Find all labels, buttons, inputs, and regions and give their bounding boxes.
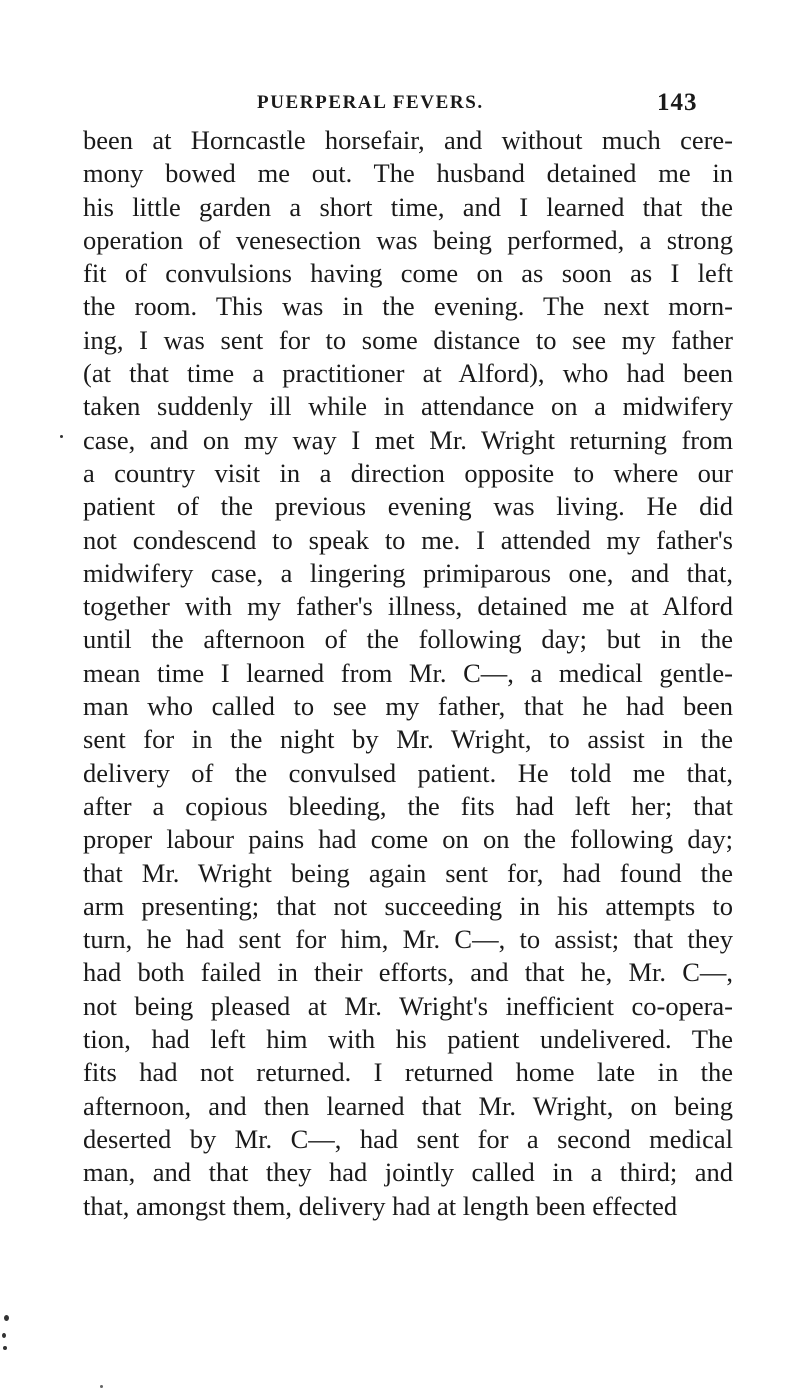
running-header — [0, 89, 800, 122]
margin-speck — [2, 1333, 6, 1338]
text-line: arm presenting; that not succeeding in his attempts to — [83, 890, 733, 921]
text-line: together with my father's illness, detained me at Alford — [83, 591, 733, 622]
text-line: afternoon, and then learned that Mr. Wright, on being — [83, 1090, 733, 1121]
margin-speck — [60, 435, 63, 438]
text-line: not being pleased at Mr. Wright's inefficient co-opera- — [83, 990, 733, 1021]
text-line: that, amongst them, delivery had at length been effected — [83, 1190, 678, 1221]
margin-speck — [100, 1385, 103, 1388]
text-line: tion, had left him with his patient undelivered. The — [83, 1024, 733, 1055]
text-line: that Mr. Wright being again sent for, had found the — [83, 857, 733, 888]
running-title: PUERPERAL FEVERS. — [257, 92, 484, 113]
text-line: fits had not returned. I returned home late in the — [83, 1057, 733, 1088]
text-line: not condescend to speak to me. I attended my father's — [83, 524, 733, 555]
text-line: sent for in the night by Mr. Wright, to assist in the — [83, 724, 733, 755]
text-line: been at Horncastle horsefair, and without much cere- — [83, 125, 733, 155]
text-line: midwifery case, a lingering primiparous one, and that, — [83, 557, 733, 588]
text-line: man who called to see my father, that he had been — [83, 691, 733, 722]
text-line: mony bowed me out. The husband detained me in — [83, 158, 733, 189]
text-line: mean time I learned from Mr. C—, a medical gentle- — [83, 657, 733, 688]
text-line: until the afternoon of the following day; but in the — [83, 624, 733, 655]
text-line: man, and that they had jointly called in a third; and — [83, 1157, 733, 1188]
text-line: patient of the previous evening was living. He did — [83, 491, 733, 522]
text-line: case, and on my way I met Mr. Wright returning from — [83, 424, 733, 455]
body-text — [83, 124, 733, 1223]
text-line: fit of convulsions having come on as soon as I left — [83, 258, 733, 289]
page-number: 143 — [657, 89, 698, 116]
text-line: his little garden a short time, and I learned that the — [83, 191, 733, 222]
text-line: delivery of the convulsed patient. He told me that, — [83, 757, 733, 788]
text-line: proper labour pains had come on on the following day; — [83, 824, 733, 855]
margin-speck — [3, 1346, 7, 1350]
text-line: turn, he had sent for him, Mr. C—, to assist; that they — [83, 924, 733, 955]
text-line: the room. This was in the evening. The next morn- — [83, 291, 733, 322]
text-line: after a copious bleeding, the fits had left her; that — [83, 790, 733, 821]
text-line: operation of venesection was being performed, a strong — [83, 224, 733, 255]
text-line: taken suddenly ill while in attendance on a midwifery — [83, 391, 733, 422]
text-line: deserted by Mr. C—, had sent for a second medical — [83, 1123, 733, 1154]
text-line: a country visit in a direction opposite to where our — [83, 457, 733, 488]
margin-speck — [4, 1315, 9, 1321]
text-line: had both failed in their efforts, and that he, Mr. C—, — [83, 957, 733, 988]
text-line: ing, I was sent for to some distance to see my father — [83, 324, 733, 355]
text-line: (at that time a practitioner at Alford), who had been — [83, 358, 733, 389]
